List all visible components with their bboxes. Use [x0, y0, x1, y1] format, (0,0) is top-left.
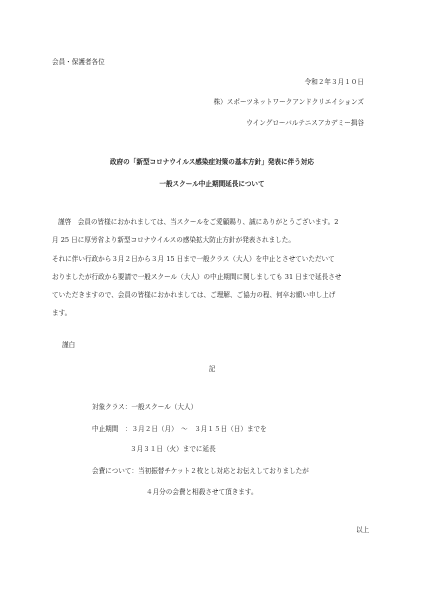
fee-note: 会費について：当初振替チケット２枚とし対応とお伝えしておりましたが — [92, 467, 309, 475]
fee-offset: ４月分の会費と相殺させて頂きます。 — [146, 488, 258, 496]
company-name: 株）スポーツネットワークアンドクリエイションズ — [213, 98, 364, 106]
closing-greeting: 謹白 — [62, 341, 76, 349]
body-paragraph-line: ます。 — [52, 309, 72, 317]
end-mark: 以上 — [356, 526, 370, 534]
suspension-period: 中止期間 ：３月２日（月） ～ ３月１５日（日）までを — [92, 425, 267, 433]
note-heading: 記 — [208, 365, 216, 373]
target-class: 対象クラス：一般スクール（大人） — [92, 403, 198, 411]
body-paragraph-line: それに伴い行政から３月２日から３月 15 日まで一般クラス（大人）を中止とさせていただいて — [52, 255, 335, 263]
body-paragraph-line: 謹啓 会員の皆様におかれましては、当スクールをご愛顧賜り、誠にありがとうございます。2 — [58, 218, 339, 226]
addressee: 会員・保護者各位 — [52, 58, 105, 66]
body-paragraph-line: おりましたが行政から要請で一般スクール（大人）の中止期間に関しましても 31 日まで延長させ — [52, 273, 342, 281]
body-paragraph-line: ていただきますので、会員の皆様におかれましては、ご理解、ご協力の程、何卒お願い申し上げ — [52, 291, 336, 299]
notice-title: 政府の「新型コロナウイルス感染症対策の基本方針」発表に伴う対応 — [109, 158, 314, 166]
notice-subtitle: 一般スクール中止期間延長について — [159, 180, 265, 188]
suspension-extension: ３月３１日（火）までに延長 — [130, 445, 216, 453]
body-paragraph-line: 月 25 日に厚労省より新型コロナウイルスの感染拡大防止方針が発表されました。 — [52, 236, 295, 244]
academy-name: ウイングローバルテニスアカデミー揖谷 — [246, 119, 364, 127]
date: 令和２年３月１０日 — [304, 78, 364, 86]
